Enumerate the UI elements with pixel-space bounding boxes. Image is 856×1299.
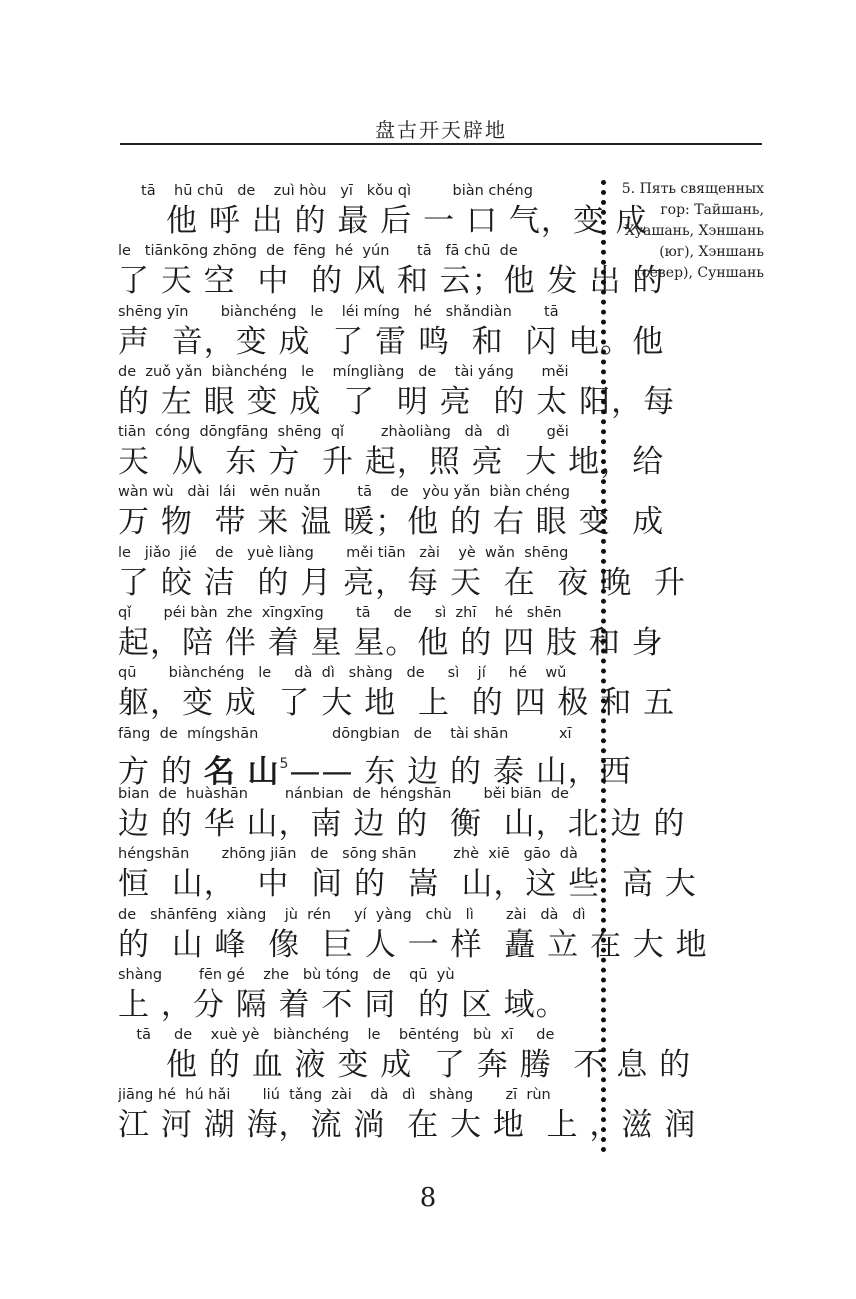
pinyin-line: qū biànchéng le dà dì shàng de sì jí hé wǔ: [118, 665, 567, 682]
text-line: [118, 1085, 697, 1145]
hanzi-line: 躯，变 成 了 大 地 上 的 四 极 和 五: [118, 685, 676, 722]
pinyin-line: shàng fēn gé zhe bù tóng de qū yù: [118, 966, 455, 983]
hanzi-line: 他 的 血 液 变 成 了 奔 腾 不 息 的: [166, 1047, 692, 1084]
text-line: [118, 844, 697, 904]
text-line: [118, 302, 665, 362]
hanzi-line: 边 的 华 山，南 边 的 衡 山，北 边 的: [118, 805, 686, 842]
pinyin-line: tiān cóng dōngfāng shēng qǐ zhàoliàng dà dì gěi: [118, 424, 569, 441]
text-line: [118, 603, 664, 663]
hanzi-line: 了 皎 洁 的 月 亮，每 天 在 夜 晚 升: [118, 564, 686, 601]
hanzi-line: 他 呼 出 的 最 后 一 口 气，变 成: [166, 203, 648, 239]
pinyin-line: qǐ péi bàn zhe xīngxīng tā de sì zhī hé shēn: [118, 605, 562, 622]
hanzi-line: 万 物 带 来 温 暖；他 的 右 眼 变 成: [118, 504, 665, 541]
hanzi-text: —— 东 边 的 泰 山，西: [289, 753, 632, 790]
text-line: [118, 663, 676, 723]
text-line: [118, 241, 665, 301]
pinyin-line: tā hū chū de zuì hòu yī kǒu qì biàn chéng: [118, 183, 533, 199]
text-line: [118, 965, 590, 1025]
pinyin-line: bian de huàshān nánbian de héngshān běi biān de: [118, 785, 569, 802]
hanzi-line: 的 左 眼 变 成 了 明 亮 的 太 阳，每: [118, 383, 676, 420]
hanzi-line: [118, 745, 632, 790]
pinyin-line: shēng yīn biànchéng le léi míng hé shǎndiàn tā: [118, 303, 559, 320]
hanzi-line: 起，陪 伴 着 星 星。他 的 四 肢 和 身: [118, 625, 664, 662]
footnote-sidenote: 5. Пять священных гор: Тайшань, Хуашань, Хэншань (юг), Хэншань (север), Суншань: [621, 181, 764, 281]
text-line: [118, 1025, 692, 1085]
hanzi-text: 方 的: [118, 753, 204, 790]
hanzi-line: 的 山 峰 像 巨 人 一 样 矗 立 在 大 地: [118, 926, 708, 963]
text-line: [118, 422, 665, 482]
text-line: [118, 362, 676, 422]
pinyin-line: le jiǎo jié de yuè liàng měi tiān zài yè wǎn shēng: [118, 544, 569, 561]
text-line: [118, 482, 665, 542]
hanzi-line: 了 天 空 中 的 风 和 云；他 发 出 的: [118, 263, 665, 300]
page-number: 8: [419, 1183, 437, 1213]
pinyin-line: jiāng hé hú hǎi liú tǎng zài dà dì shàng zī rùn: [118, 1087, 551, 1104]
text-line: [118, 181, 648, 241]
pinyin-line: héngshān zhōng jiān de sōng shān zhè xiē gāo dà: [118, 846, 578, 863]
text-line: [118, 724, 632, 790]
pinyin-line: de zuǒ yǎn biànchéng le míngliàng de tài yáng měi: [118, 363, 569, 380]
running-title: 盘古开天辟地: [375, 118, 507, 142]
dotted-divider: [601, 180, 606, 1153]
hanzi-line: 声 音，变 成 了 雷 鸣 和 闪 电。他: [118, 323, 665, 360]
hanzi-line: 上 ，分 隔 着 不 同 的 区 域。: [118, 986, 568, 1023]
hanzi-line: 天 从 东 方 升 起，照 亮 大 地，给: [118, 444, 665, 481]
hanzi-line: 恒 山， 中 间 的 嵩 山，这 些 高 大: [118, 866, 697, 903]
pinyin-line: tā de xuè yè biànchéng le bēnténg bù xī de: [118, 1027, 555, 1044]
hanzi-line: 江 河 湖 海，流 淌 在 大 地 上 ，滋 润: [118, 1107, 697, 1144]
header-rule: [120, 143, 762, 145]
text-line: [118, 905, 708, 965]
pinyin-line: de shānfēng xiàng jù rén yí yàng chù lì zài dà dì: [118, 906, 586, 923]
text-line: [118, 784, 686, 844]
pinyin-line: fāng de míngshān dōngbian de tài shān xī: [118, 725, 572, 742]
pinyin-line: le tiānkōng zhōng de fēng hé yún tā fā chū de: [118, 243, 518, 260]
footnote-marker: 5: [279, 755, 290, 772]
glossary-term: 名 山: [203, 753, 280, 790]
pinyin-line: wàn wù dài lái wēn nuǎn tā de yòu yǎn biàn chéng: [118, 484, 570, 501]
text-line: [118, 543, 686, 603]
